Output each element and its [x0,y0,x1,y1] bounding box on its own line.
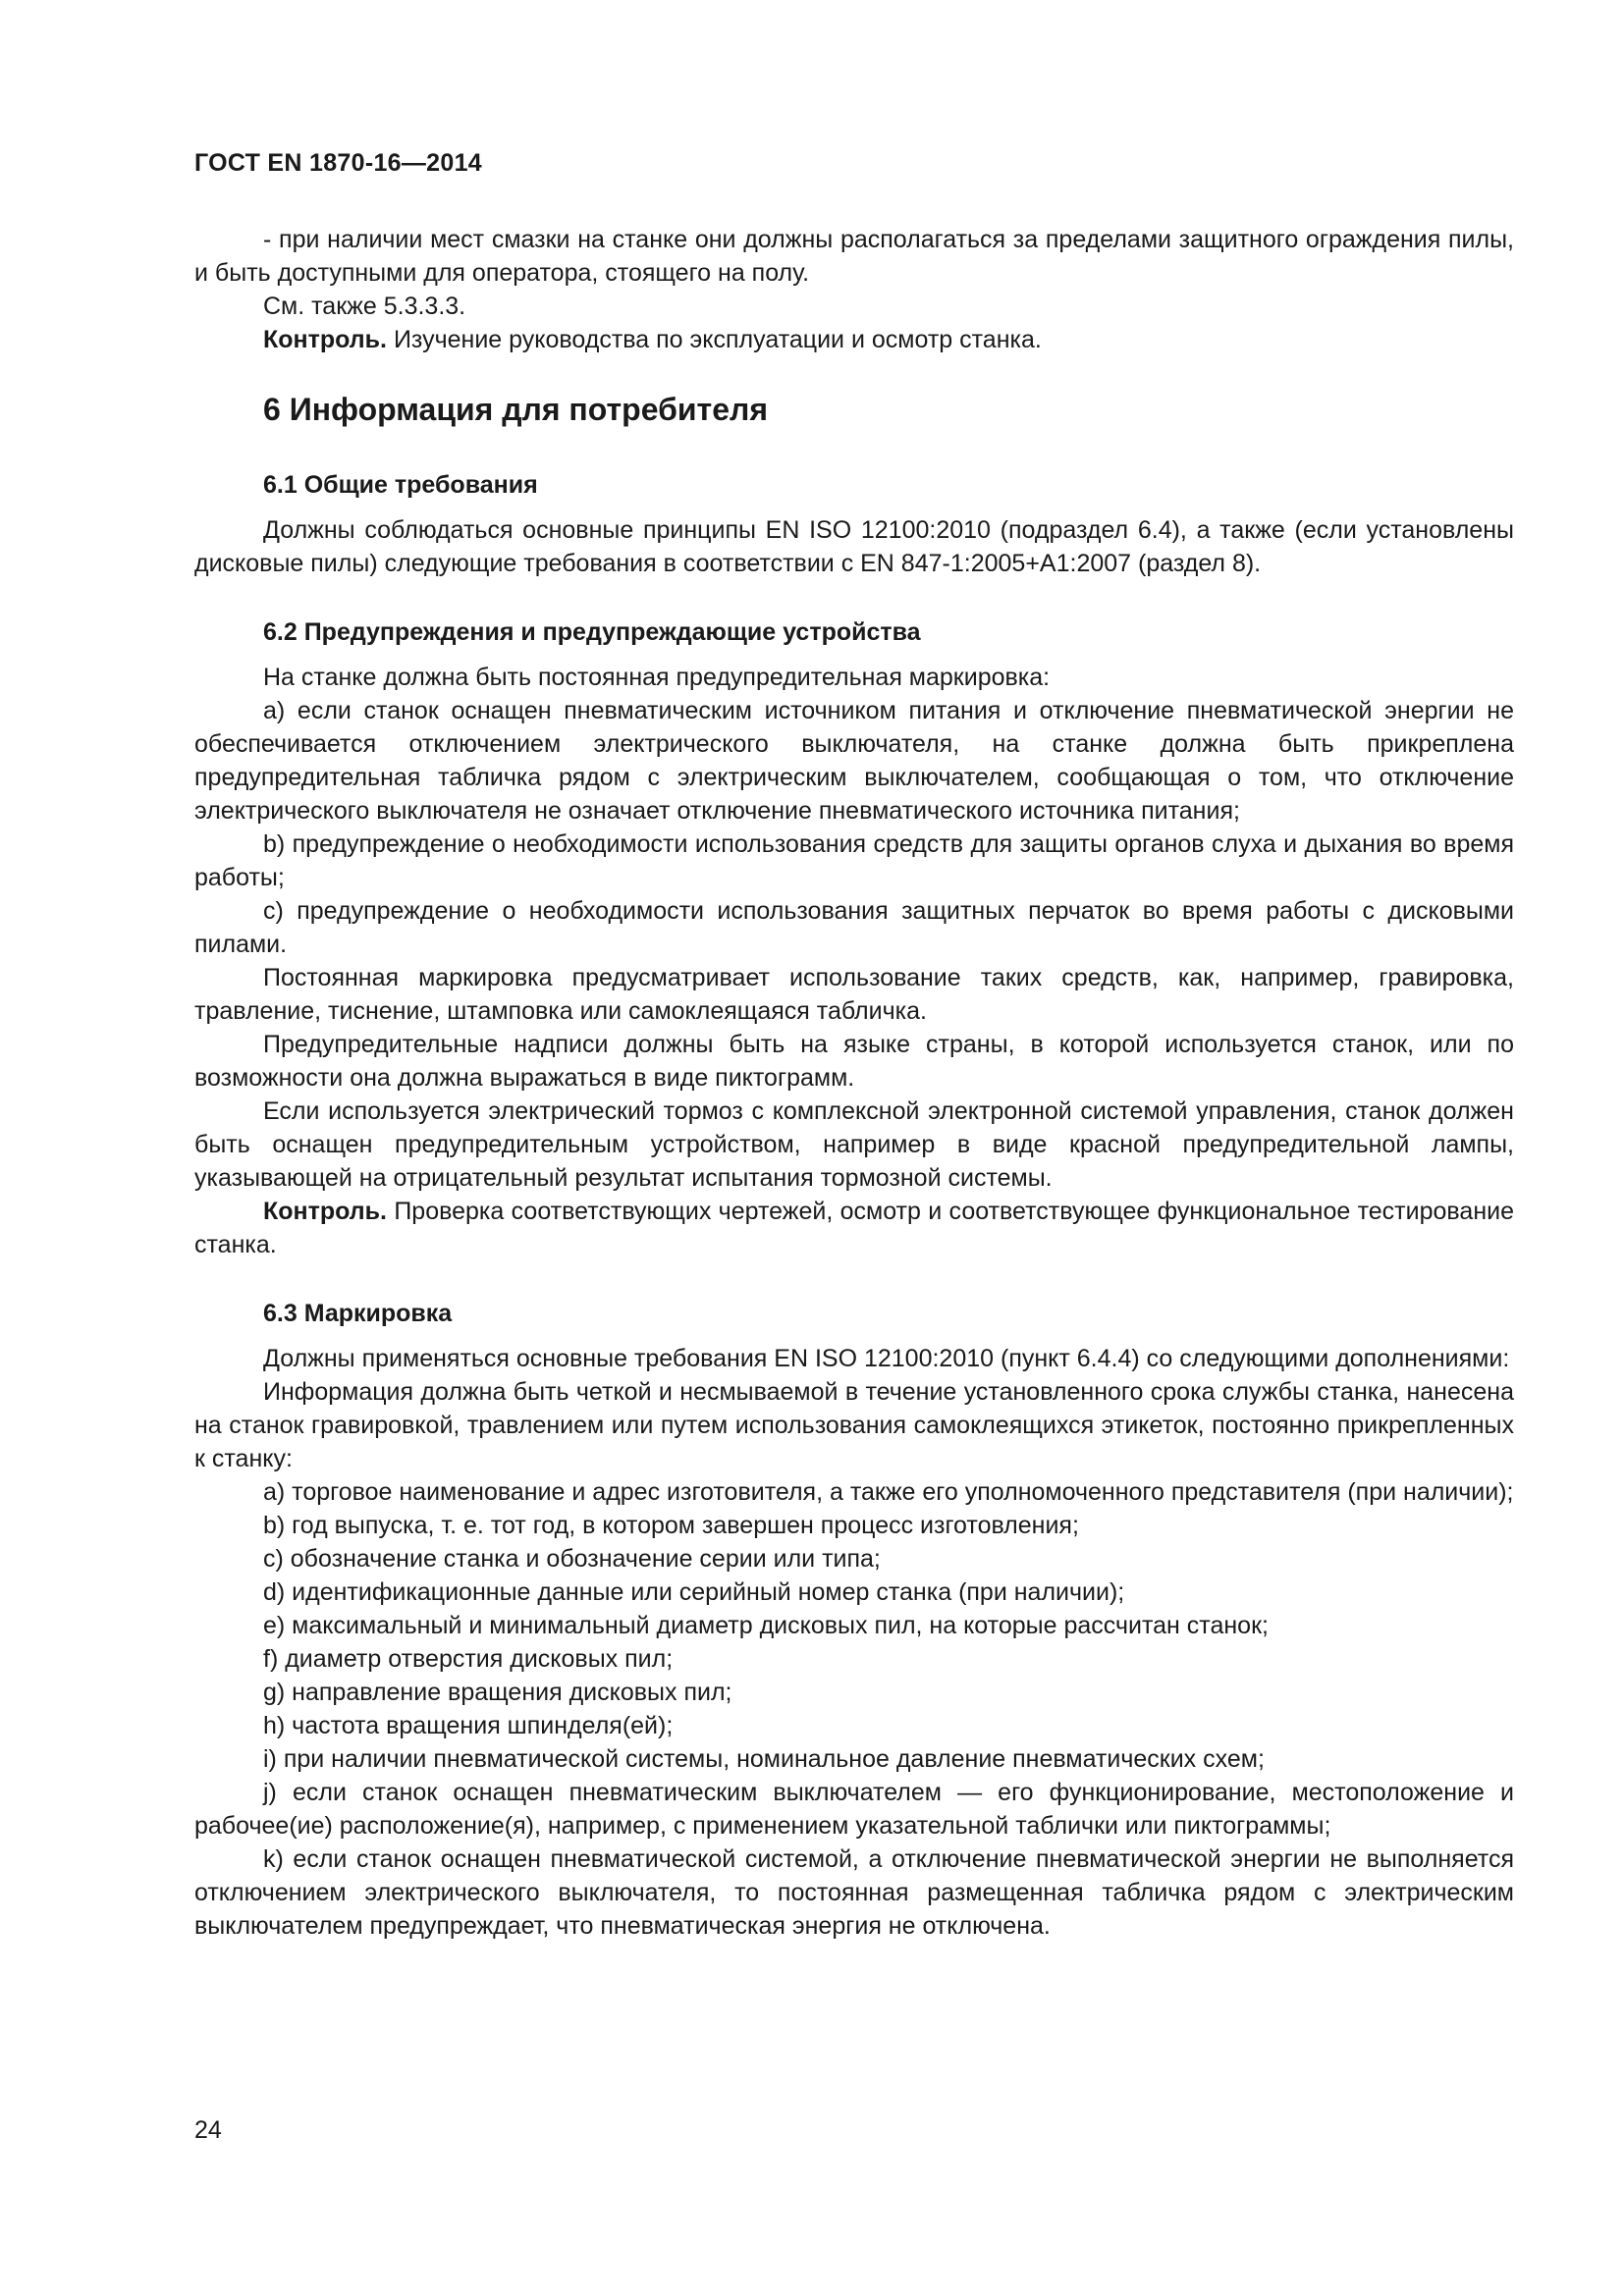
paragraph: Должны соблюдаться основные принципы EN ISO 12100:2010 (подраздел 6.4), а также (если установлены дисковые пилы) следующие требования в соответствии с EN 847-1:2005+A1:2007 (раздел 8). [194,516,1514,577]
subsection-title: 6.1 Общие требования [263,471,538,499]
control-paragraph [194,323,1514,356]
paragraph: Предупредительные надписи должны быть на языке страны, в которой используется станок, или по возможности она должна выражаться в виде пиктограмм. [194,1031,1514,1092]
list-item: k) если станок оснащен пневматической системой, а отключение пневматической энергии не выполняется отключением электрического выключателя, то постоянная размещенная табличка рядом с электрическим выключателем предупреждает, что пневматическая энергия не отключена. [194,1845,1514,1940]
list-item: a) торговое наименование и адрес изготовителя, а также его уполномоченного представителя (при наличии); [263,1478,1514,1506]
paragraph: Должны применяться основные требования EN ISO 12100:2010 (пункт 6.4.4) со следующими дополнениями: [263,1345,1510,1372]
control-text: Проверка соответствующих чертежей, осмотр и соответствующее функциональное тестирование станка. [194,1198,1514,1258]
document-body [194,223,1514,1943]
section-title: 6 Информация для потребителя [263,392,768,427]
control-label: Контроль. [263,1198,387,1225]
control-label: Контроль. [263,326,387,353]
list-item: c) обозначение станка и обозначение серии или типа; [263,1545,881,1573]
paragraph: На станке должна быть постоянная предупредительная маркировка: [263,664,1051,691]
paragraph: Информация должна быть четкой и несмываемой в течение установленного срока службы станка, нанесена на станок гравировкой, травлением или путем использования самоклеящихся этикеток, постоянно прикрепленных к станку: [194,1378,1514,1472]
list-item: i) при наличии пневматической системы, номинальное давление пневматических схем; [263,1745,1265,1773]
control-paragraph [194,1195,1514,1261]
control-text: Изучение руководства по эксплуатации и осмотр станка. [387,326,1042,353]
document-header: ГОСТ EN 1870-16—2014 [194,149,482,177]
subsection-title: 6.3 Маркировка [263,1300,453,1327]
list-item: e) максимальный и минимальный диаметр дисковых пил, на которые рассчитан станок; [263,1612,1269,1639]
list-item: a) если станок оснащен пневматическим источником питания и отключение пневматической энергии не обеспечивается отключением электрического выключателя, на станке должна быть прикреплена предупредительная табличка рядом с электрическим выключателем, сообщающая о том, что отключение электрического выключателя не означает отключение пневматического источника питания; [194,697,1514,825]
subsection-title: 6.2 Предупреждения и предупреждающие устройства [263,618,921,646]
paragraph: См. также 5.3.3.3. [263,293,466,320]
page-number: 24 [194,2116,222,2144]
list-item: b) год выпуска, т. е. тот год, в котором завершен процесс изготовления; [263,1512,1079,1539]
list-item: g) направление вращения дисковых пил; [263,1679,732,1706]
paragraph: Если используется электрический тормоз с комплексной электронной системой управления, станок должен быть оснащен предупредительным устройством, например в виде красной предупредительной лампы, указывающей на отрицательный результат испытания тормозной системы. [194,1097,1514,1192]
list-item: b) предупреждение о необходимости использования средств для защиты органов слуха и дыхания во время работы; [194,830,1514,891]
list-item: c) предупреждение о необходимости использования защитных перчаток во время работы с дисковыми пилами. [194,897,1514,958]
list-item: f) диаметр отверстия дисковых пил; [263,1645,674,1673]
paragraph: Постоянная маркировка предусматривает использование таких средств, как, например, гравировка, травление, тиснение, штамповка или самоклеящаяся табличка. [194,964,1514,1025]
list-item: h) частота вращения шпинделя(ей); [263,1712,674,1739]
list-item: j) если станок оснащен пневматическим выключателем — его функционирование, местоположение и рабочее(ие) расположение(я), например, с применением указательной таблички или пиктограммы; [194,1779,1514,1840]
paragraph: - при наличии мест смазки на станке они должны располагаться за пределами защитного ограждения пилы, и быть доступными для оператора, стоящего на полу. [194,226,1514,287]
list-item: d) идентификационные данные или серийный номер станка (при наличии); [263,1578,1125,1606]
